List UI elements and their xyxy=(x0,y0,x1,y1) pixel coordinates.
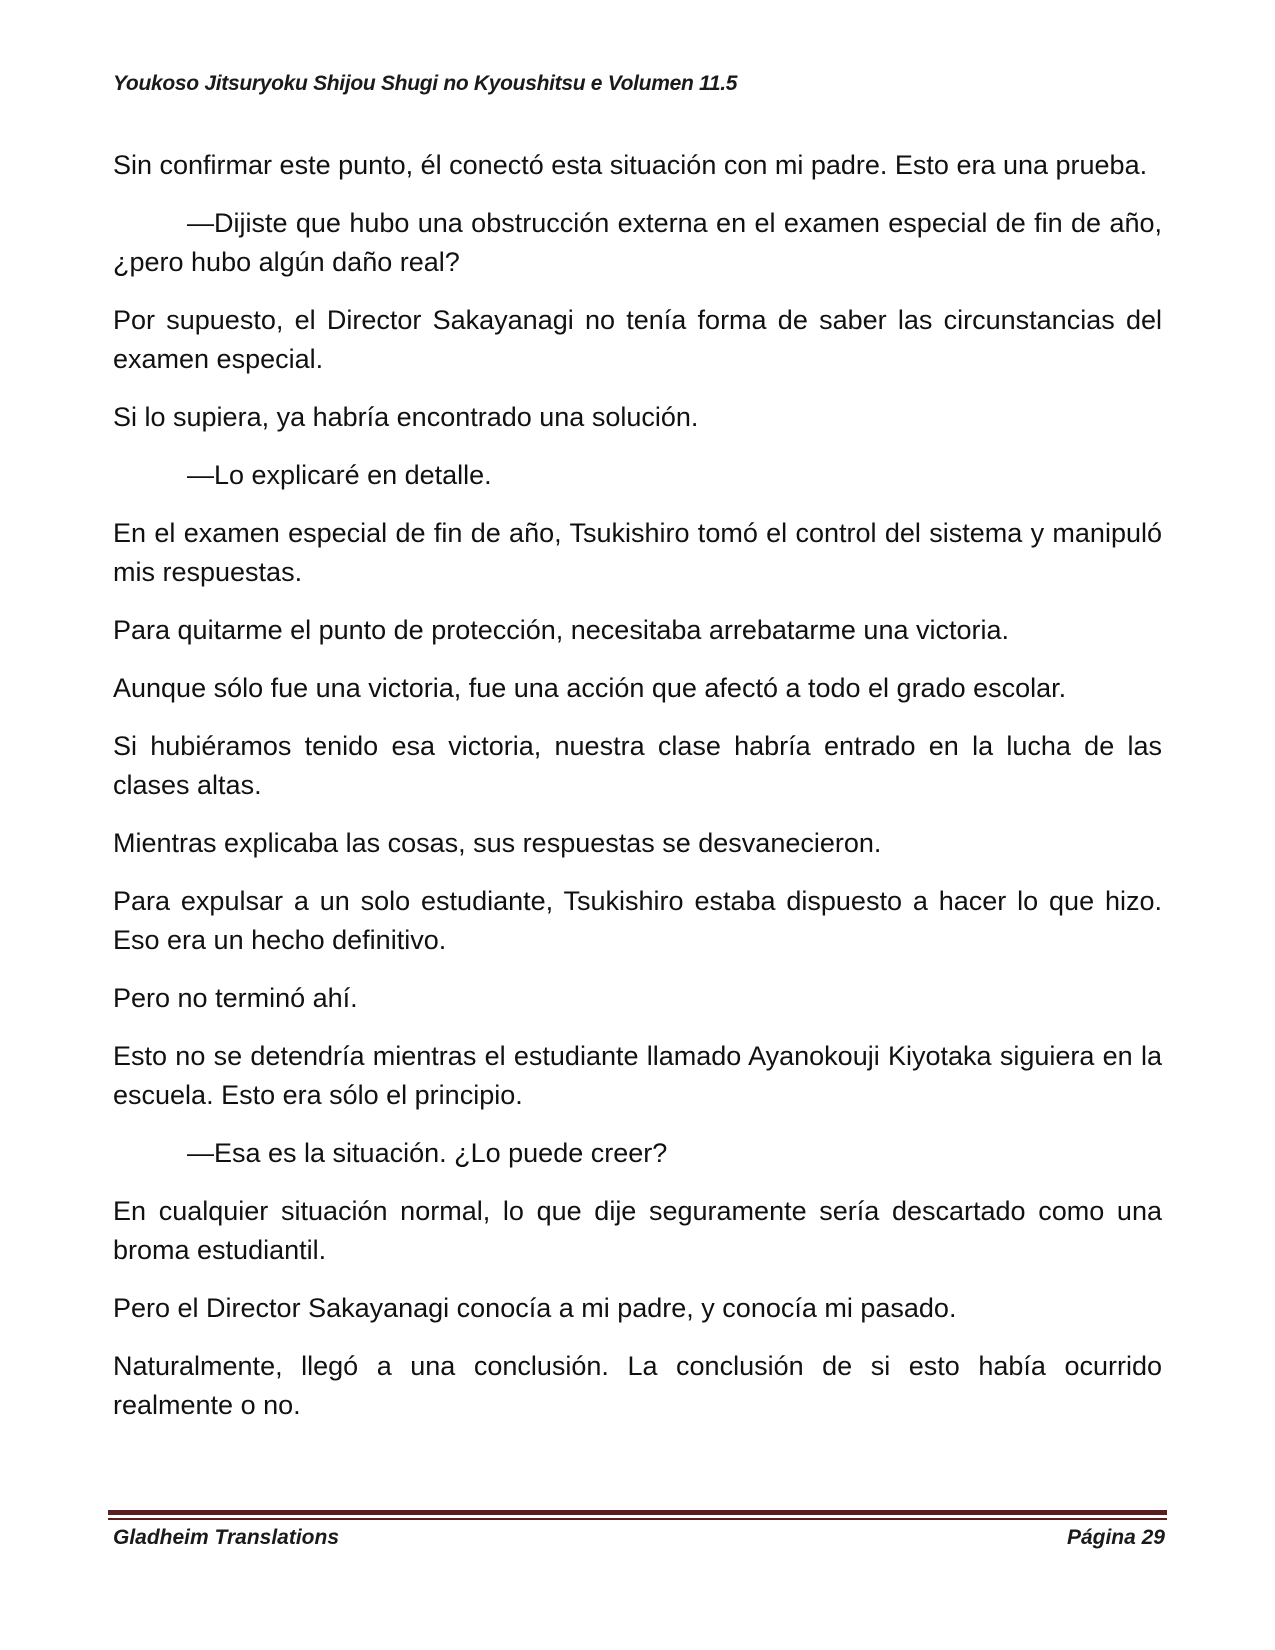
paragraph: Para expulsar a un solo estudiante, Tsukishiro estaba dispuesto a hacer lo que hizo. Eso era un hecho definitivo. xyxy=(113,886,1162,955)
dialog-paragraph: —Dijiste que hubo una obstrucción externa en el examen especial de fin de año, ¿pero hubo algún daño real? xyxy=(113,208,1162,277)
footer-divider-thin xyxy=(108,1518,1167,1520)
paragraph: Mientras explicaba las cosas, sus respuestas se desvanecieron. xyxy=(113,828,882,858)
paragraph: En cualquier situación normal, lo que dije seguramente sería descartado como una broma estudiantil. xyxy=(113,1196,1162,1265)
paragraph: Sin confirmar este punto, él conectó esta situación con mi padre. Esto era una prueba. xyxy=(113,150,1148,180)
footer-credit: Gladheim Translations xyxy=(113,1526,340,1549)
footer-divider xyxy=(108,1510,1167,1515)
dialog-paragraph: —Esa es la situación. ¿Lo puede creer? xyxy=(187,1138,668,1168)
paragraph: Si hubiéramos tenido esa victoria, nuestra clase habría entrado en la lucha de las clases altas. xyxy=(113,731,1162,800)
paragraph: En el examen especial de fin de año, Tsukishiro tomó el control del sistema y manipuló mis respuestas. xyxy=(113,518,1162,587)
paragraph: Aunque sólo fue una victoria, fue una acción que afectó a todo el grado escolar. xyxy=(113,673,1067,703)
page-body xyxy=(113,146,1162,1444)
paragraph: Naturalmente, llegó a una conclusión. La conclusión de si esto había ocurrido realmente o no. xyxy=(113,1351,1162,1420)
paragraph: Pero no terminó ahí. xyxy=(113,983,358,1013)
paragraph: Pero el Director Sakayanagi conocía a mi padre, y conocía mi pasado. xyxy=(113,1293,957,1323)
paragraph: Si lo supiera, ya habría encontrado una solución. xyxy=(113,402,699,432)
page-number: Página 29 xyxy=(1066,1526,1165,1549)
dialog-paragraph: —Lo explicaré en detalle. xyxy=(187,460,492,490)
paragraph: Esto no se detendría mientras el estudiante llamado Ayanokouji Kiyotaka siguiera en la escuela. Esto era sólo el principio. xyxy=(113,1041,1162,1110)
page-header-title: Youkoso Jitsuryoku Shijou Shugi no Kyoushitsu e Volumen 11.5 xyxy=(113,72,738,95)
paragraph: Para quitarme el punto de protección, necesitaba arrebatarme una victoria. xyxy=(113,615,1010,645)
paragraph: Por supuesto, el Director Sakayanagi no tenía forma de saber las circunstancias del examen especial. xyxy=(113,305,1162,374)
